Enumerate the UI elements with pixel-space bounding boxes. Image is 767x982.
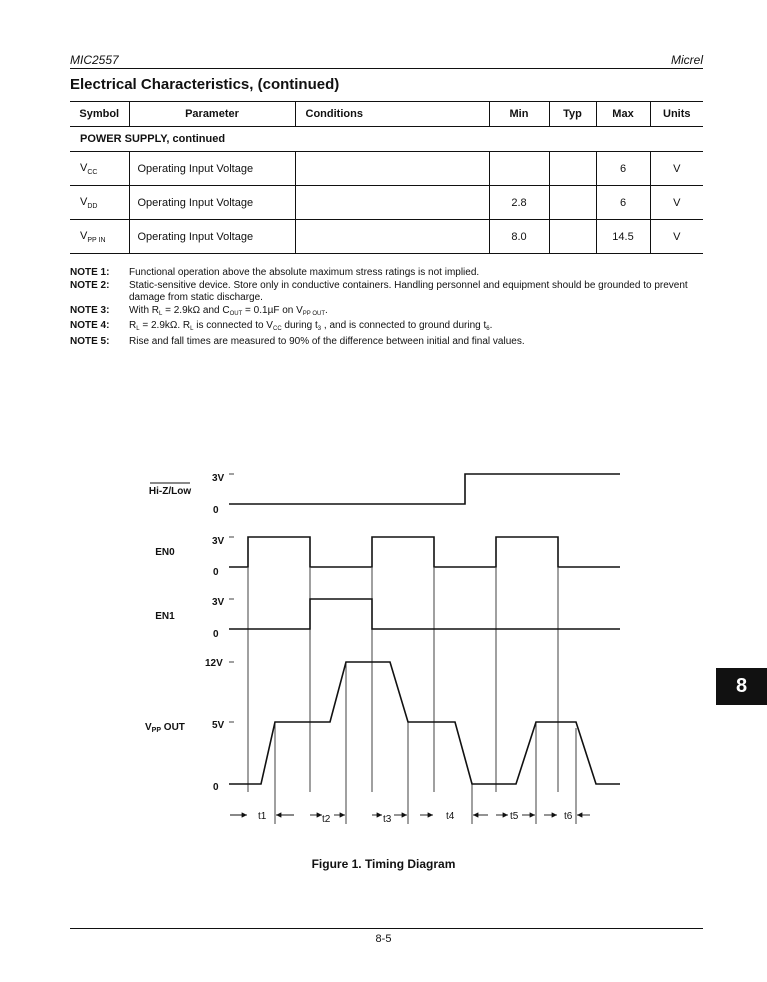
interval-t3: t3: [383, 814, 392, 825]
cell-max: 6: [596, 152, 650, 186]
col-header-min: Min: [489, 102, 549, 127]
interval-t6: t6: [564, 811, 573, 822]
table-header-row: [70, 102, 703, 127]
table-row: [70, 186, 703, 220]
cell-typ: [549, 186, 596, 220]
level-3v: 3V: [212, 473, 225, 484]
hiz-waveform: [229, 474, 620, 504]
level-0: 0: [213, 505, 219, 516]
level-0: 0: [213, 782, 219, 793]
header-part-number: MIC2557: [70, 53, 119, 67]
cell-typ: [549, 152, 596, 186]
cell-symbol: $V_{DD}$: [70, 186, 129, 220]
level-ticks: [229, 474, 234, 722]
page-number: 8-5: [375, 933, 392, 945]
interval-t1: t1: [258, 811, 267, 822]
signal-en0-label: EN0: [155, 547, 175, 558]
col-header-units: Units: [650, 102, 703, 127]
cell-parameter: Operating Input Voltage: [129, 186, 295, 220]
timing-diagram: [0, 440, 767, 840]
signal-en1-label: EN1: [155, 611, 175, 622]
level-0: 0: [213, 567, 219, 578]
section-title: Electrical Characteristics, (continued): [70, 76, 340, 93]
level-12v: 12V: [205, 658, 223, 669]
cell-units: V: [650, 152, 703, 186]
en0-waveform: [229, 537, 620, 567]
note-2: NOTE 2: Static-sensitive device. Store only in conductive containers. Handling personnel and equipment should be grounded to prevent damage from static discharge.: [70, 279, 688, 303]
signal-vpp-label: $V_{PP}$ OUT: [145, 722, 185, 734]
header-rule: [70, 68, 703, 69]
interval-t5: t5: [510, 811, 519, 822]
col-header-typ: Typ: [549, 102, 596, 127]
figure-caption: Figure 1. Timing Diagram: [311, 857, 456, 871]
waveforms: [229, 474, 620, 784]
level-5v: 5V: [212, 720, 225, 731]
cell-conditions: [295, 186, 489, 220]
vpp-waveform: [229, 662, 620, 784]
level-3v: 3V: [212, 597, 225, 608]
cell-min: [489, 152, 549, 186]
col-header-parameter: Parameter: [129, 102, 295, 127]
note-5: NOTE 5: Rise and fall times are measured to 90% of the difference between initial and final values.: [70, 335, 525, 347]
signal-hiz-label: Hi-Z/Low: [148, 486, 192, 497]
signal-labels: [145, 483, 191, 734]
level-0: 0: [213, 629, 219, 640]
en1-waveform: [229, 599, 620, 629]
section-tab: 8: [716, 668, 767, 705]
cell-conditions: [295, 152, 489, 186]
header-brand: Micrel: [671, 53, 703, 67]
col-header-conditions: Conditions: [295, 102, 489, 127]
interval-t4: t4: [446, 811, 455, 822]
cell-max: 6: [596, 186, 650, 220]
cell-max: 14.5: [596, 220, 650, 254]
note-3: NOTE 3: With $R_L = 2.9k\Omega$ and $C_{OUT} = 0.1\mu F$ on $V_{PP OUT}$.: [70, 304, 328, 317]
interval-guide-lines: [248, 568, 576, 824]
table-row: [70, 220, 703, 254]
note-4: NOTE 4: $R_L = 2.9k\Omega$. $R_L$ is connected to $V_{CC}$ during $t_3$ , and is connected to ground during $t_6$.: [70, 320, 493, 332]
interval-labels: [258, 811, 573, 825]
cell-parameter: Operating Input Voltage: [129, 220, 295, 254]
cell-min: 8.0: [489, 220, 549, 254]
electrical-characteristics-table: [70, 101, 703, 254]
cell-conditions: [295, 220, 489, 254]
cell-symbol: $V_{CC}$: [70, 152, 129, 186]
notes-block: [70, 267, 710, 348]
cell-min: 2.8: [489, 186, 549, 220]
level-labels: [205, 473, 225, 793]
col-header-max: Max: [596, 102, 650, 127]
interval-t2: t2: [322, 814, 331, 825]
cell-parameter: Operating Input Voltage: [129, 152, 295, 186]
cell-symbol: $V_{PP IN}$: [70, 220, 129, 254]
col-header-symbol: Symbol: [70, 102, 129, 127]
table-group-row: [70, 127, 703, 152]
cell-units: V: [650, 186, 703, 220]
level-3v: 3V: [212, 536, 225, 547]
table-row: [70, 152, 703, 186]
cell-typ: [549, 220, 596, 254]
cell-units: V: [650, 220, 703, 254]
footer-rule: [70, 928, 703, 929]
group-label: POWER SUPPLY, continued: [80, 133, 226, 145]
note-1: NOTE 1: Functional operation above the absolute maximum stress ratings is not implied.: [70, 267, 480, 278]
